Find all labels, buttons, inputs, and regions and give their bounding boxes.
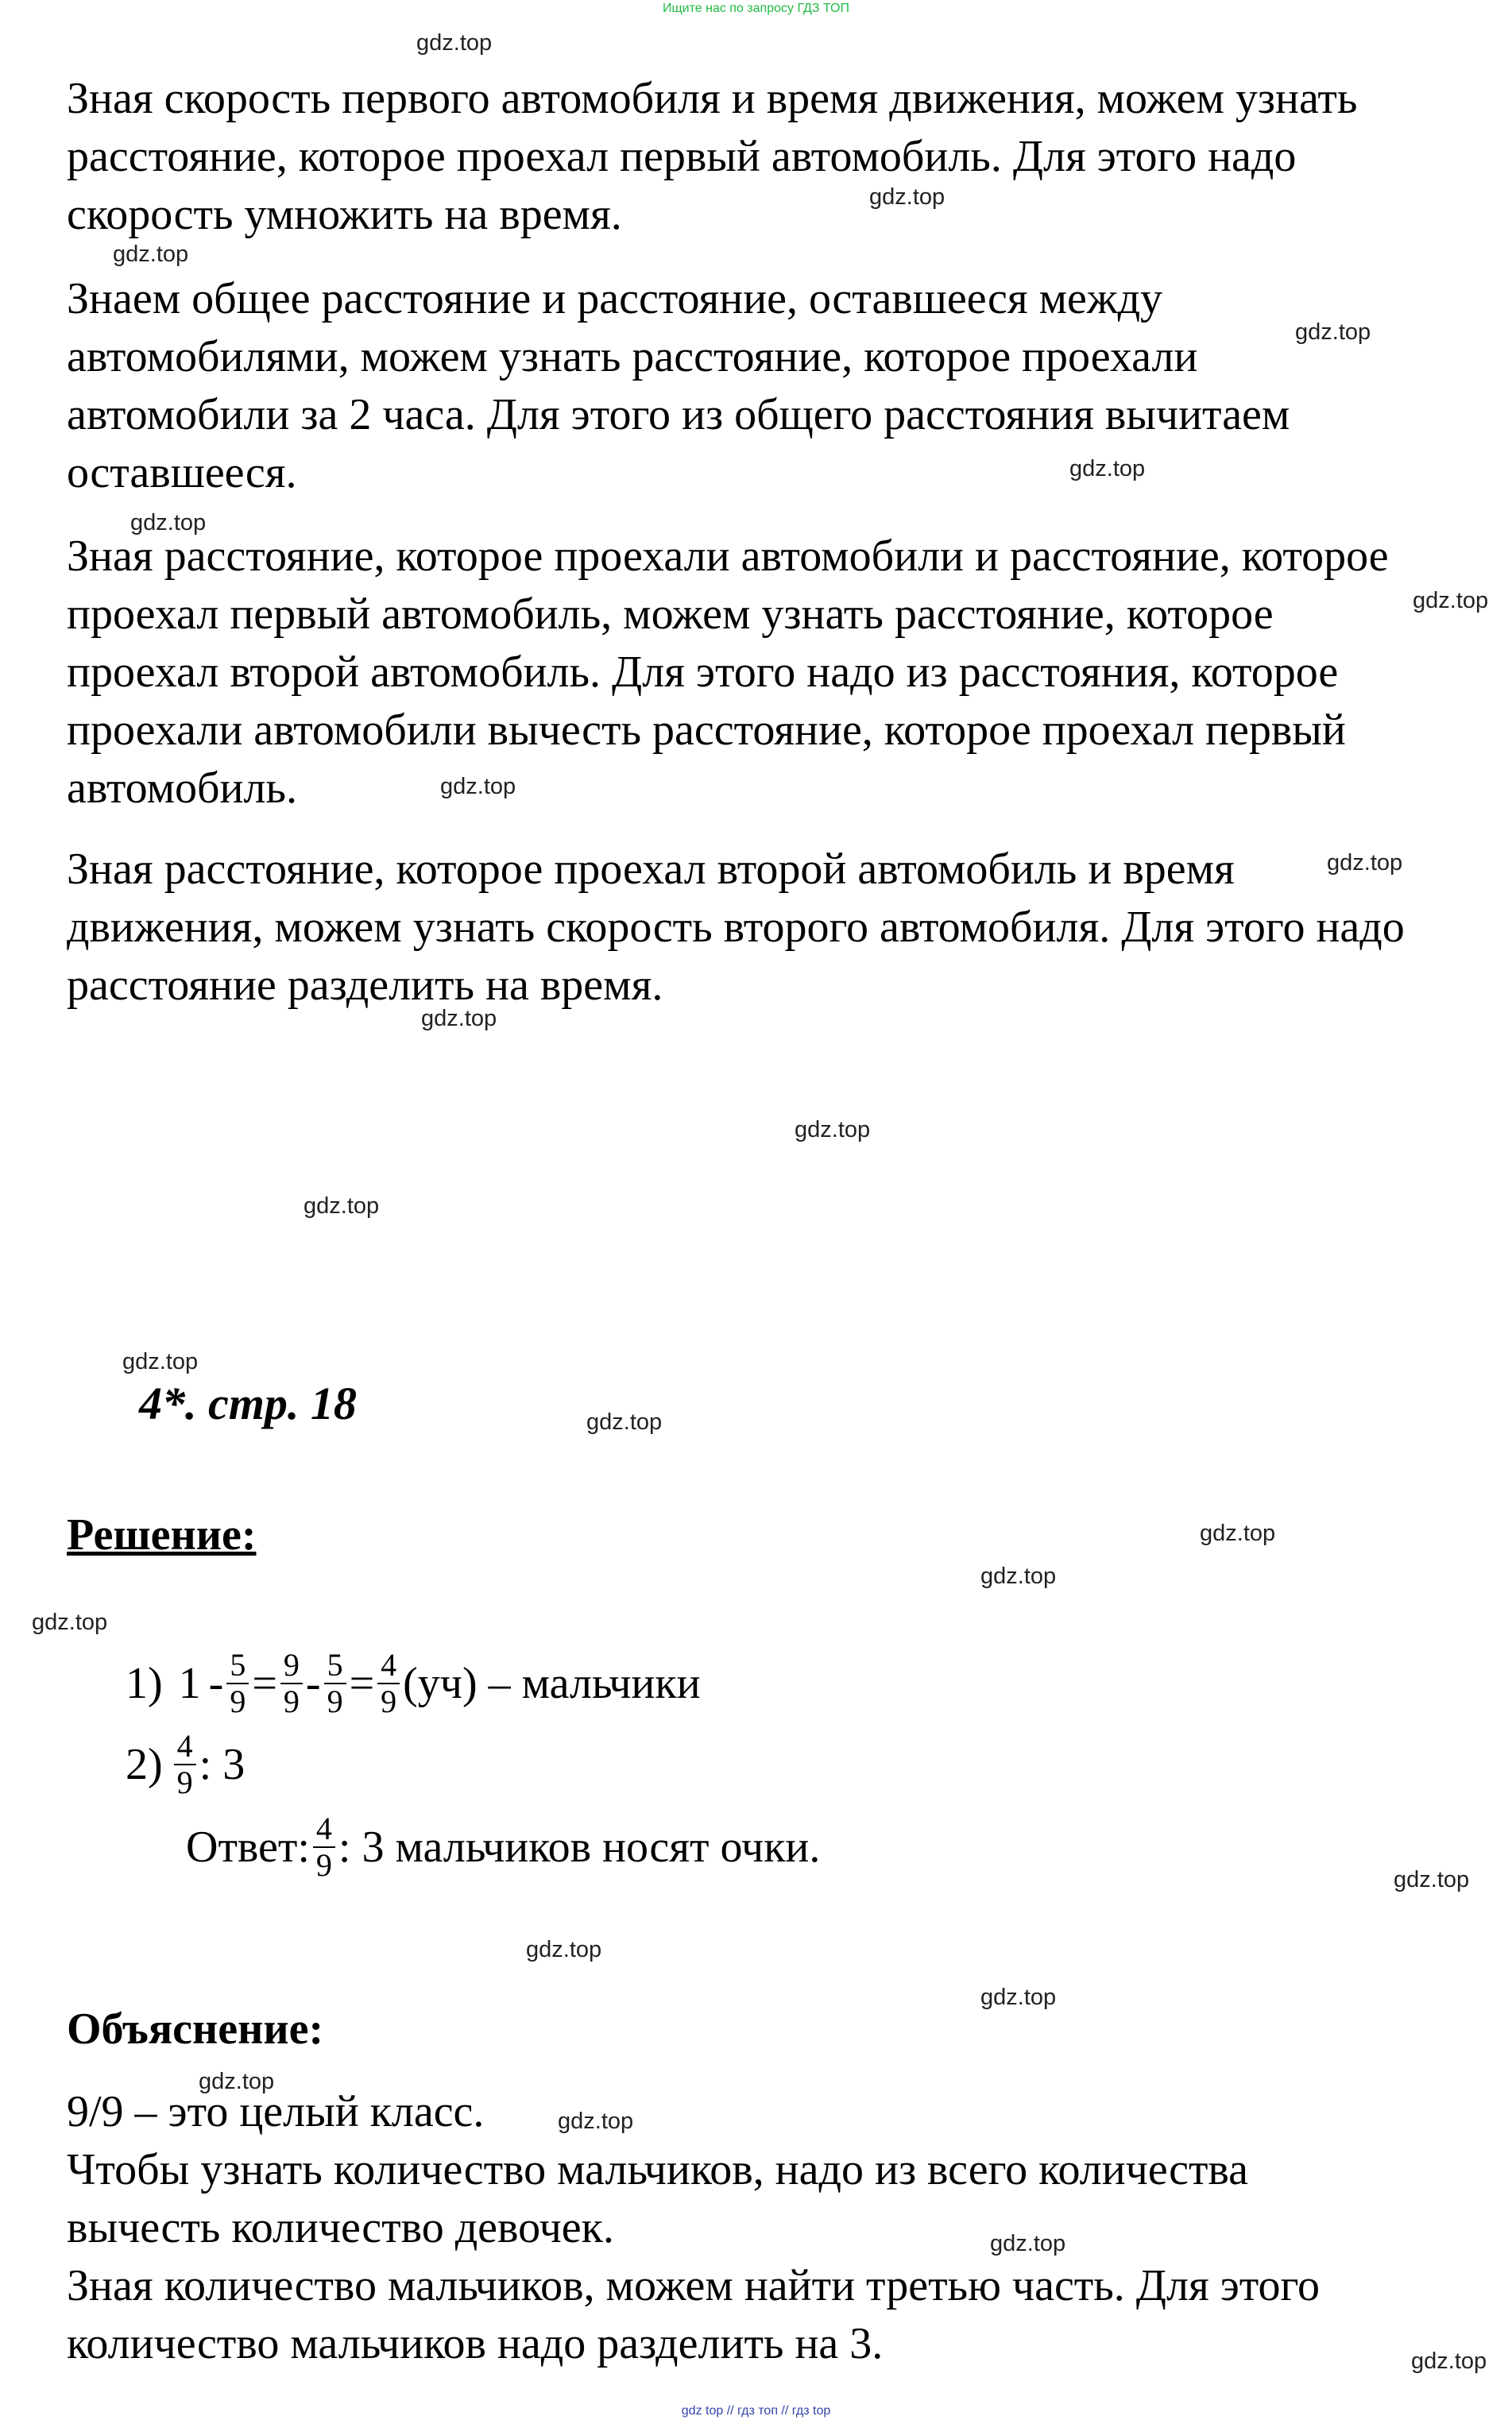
fraction-numerator: 4: [313, 1811, 335, 1848]
watermark: gdz.top: [1413, 588, 1489, 613]
fraction-numerator: 4: [377, 1648, 400, 1684]
minus-sign: -: [305, 1659, 321, 1708]
search-banner: Ищите нас по запросу ГДЗ ТОП: [663, 2, 849, 15]
watermark: gdz.top: [1411, 2348, 1487, 2374]
paragraph-2: [67, 270, 1489, 502]
task-title: 4*. стр. 18: [139, 1378, 357, 1429]
paragraph-line: движения, можем узнать скорость второго автомобиля. Для этого надо: [67, 903, 1405, 952]
explanation-line: Зная количество мальчиков, можем найти третью часть. Для этого: [67, 2261, 1321, 2310]
footer-links: gdz top // гдз топ // гдз top: [681, 2404, 831, 2418]
step-tail: : 3: [199, 1740, 246, 1789]
watermark: gdz.top: [122, 1349, 199, 1374]
watermark: gdz.top: [440, 774, 516, 799]
fraction-denominator: 9: [327, 1684, 343, 1719]
watermark: gdz.top: [526, 1937, 602, 1962]
fraction: [313, 1811, 335, 1883]
fraction-denominator: 9: [315, 1847, 332, 1883]
fraction-numerator: 5: [324, 1648, 346, 1684]
watermark: gdz.top: [304, 1193, 380, 1219]
paragraph-line: Знаем общее расстояние и расстояние, оставшееся между: [67, 274, 1163, 323]
equals-sign: =: [252, 1659, 277, 1708]
watermark: gdz.top: [558, 2109, 634, 2134]
fraction-denominator: 9: [283, 1684, 300, 1719]
explanation-line: 9/9 – это целый класс.: [67, 2087, 485, 2136]
paragraph-3: [67, 528, 1489, 818]
watermark: gdz.top: [421, 1006, 497, 1031]
solution-step-2: [126, 1729, 245, 1800]
minus-sign: -: [208, 1659, 224, 1708]
paragraph-1: [67, 70, 1489, 244]
step-number: 1): [126, 1659, 163, 1708]
fraction-numerator: 4: [174, 1729, 196, 1765]
explanation-heading: Объяснение:: [67, 2004, 324, 2054]
watermark: gdz.top: [130, 510, 207, 535]
paragraph-line: Зная расстояние, которое проехал второй автомобиль и время: [67, 845, 1235, 894]
paragraph-4: [67, 841, 1489, 1015]
fraction-numerator: 9: [280, 1648, 303, 1684]
paragraph-line: Зная расстояние, которое проехали автомобили и расстояние, которое: [67, 532, 1389, 581]
answer-label: Ответ:: [186, 1823, 310, 1872]
fraction: [226, 1648, 249, 1719]
paragraph-line: автомобили за 2 часа. Для этого из общего расстояния вычитаем: [67, 390, 1290, 439]
paragraph-line: скорость умножить на время.: [67, 190, 622, 239]
answer-line: [186, 1811, 820, 1883]
watermark: gdz.top: [1069, 456, 1146, 481]
answer-tail: : 3 мальчиков носят очки.: [338, 1823, 821, 1872]
watermark: gdz.top: [980, 1985, 1057, 2010]
step-tail: (уч) – мальчики: [403, 1659, 701, 1708]
watermark: gdz.top: [586, 1409, 663, 1435]
watermark: gdz.top: [1327, 850, 1403, 876]
watermark: gdz.top: [1200, 1521, 1276, 1546]
watermark: gdz.top: [980, 1564, 1057, 1589]
step-number: 2): [126, 1740, 163, 1789]
paragraph-line: Зная скорость первого автомобиля и время движения, можем узнать: [67, 74, 1358, 123]
explanation-line: вычесть количество девочек.: [67, 2203, 614, 2252]
watermark: gdz.top: [1295, 319, 1371, 345]
paragraph-line: расстояние разделить на время.: [67, 961, 663, 1010]
fraction: [174, 1729, 196, 1800]
paragraph-line: проехали автомобили вычесть расстояние, которое проехал первый: [67, 706, 1346, 755]
watermark: gdz.top: [990, 2231, 1066, 2256]
fraction: [280, 1648, 303, 1719]
equals-sign: =: [349, 1659, 375, 1708]
paragraph-line: оставшееся.: [67, 448, 297, 497]
explanation-text: [67, 2083, 1489, 2373]
fraction-denominator: 9: [230, 1684, 246, 1719]
watermark: gdz.top: [113, 242, 189, 267]
whole-number: 1: [178, 1659, 201, 1708]
solution-heading: Решение:: [67, 1510, 257, 1560]
fraction-numerator: 5: [226, 1648, 249, 1684]
paragraph-line: проехал второй автомобиль. Для этого надо из расстояния, которое: [67, 648, 1339, 697]
watermark: gdz.top: [869, 184, 945, 210]
fraction: [377, 1648, 400, 1719]
paragraph-line: автомобиль.: [67, 763, 297, 813]
explanation-line: Чтобы узнать количество мальчиков, надо из всего количества: [67, 2145, 1248, 2194]
watermark: gdz.top: [795, 1117, 871, 1142]
fraction: [324, 1648, 346, 1719]
paragraph-line: автомобилями, можем узнать расстояние, которое проехали: [67, 332, 1198, 381]
watermark: gdz.top: [416, 30, 493, 56]
watermark: gdz.top: [32, 1610, 108, 1635]
paragraph-line: проехал первый автомобиль, можем узнать расстояние, которое: [67, 590, 1274, 639]
fraction-denominator: 9: [176, 1765, 193, 1800]
explanation-line: количество мальчиков надо разделить на 3.: [67, 2319, 884, 2368]
paragraph-line: расстояние, которое проехал первый автомобиль. Для этого надо: [67, 132, 1297, 181]
solution-step-1: [126, 1648, 701, 1719]
watermark: gdz.top: [1394, 1867, 1470, 1892]
watermark: gdz.top: [199, 2069, 275, 2094]
fraction-denominator: 9: [381, 1684, 397, 1719]
